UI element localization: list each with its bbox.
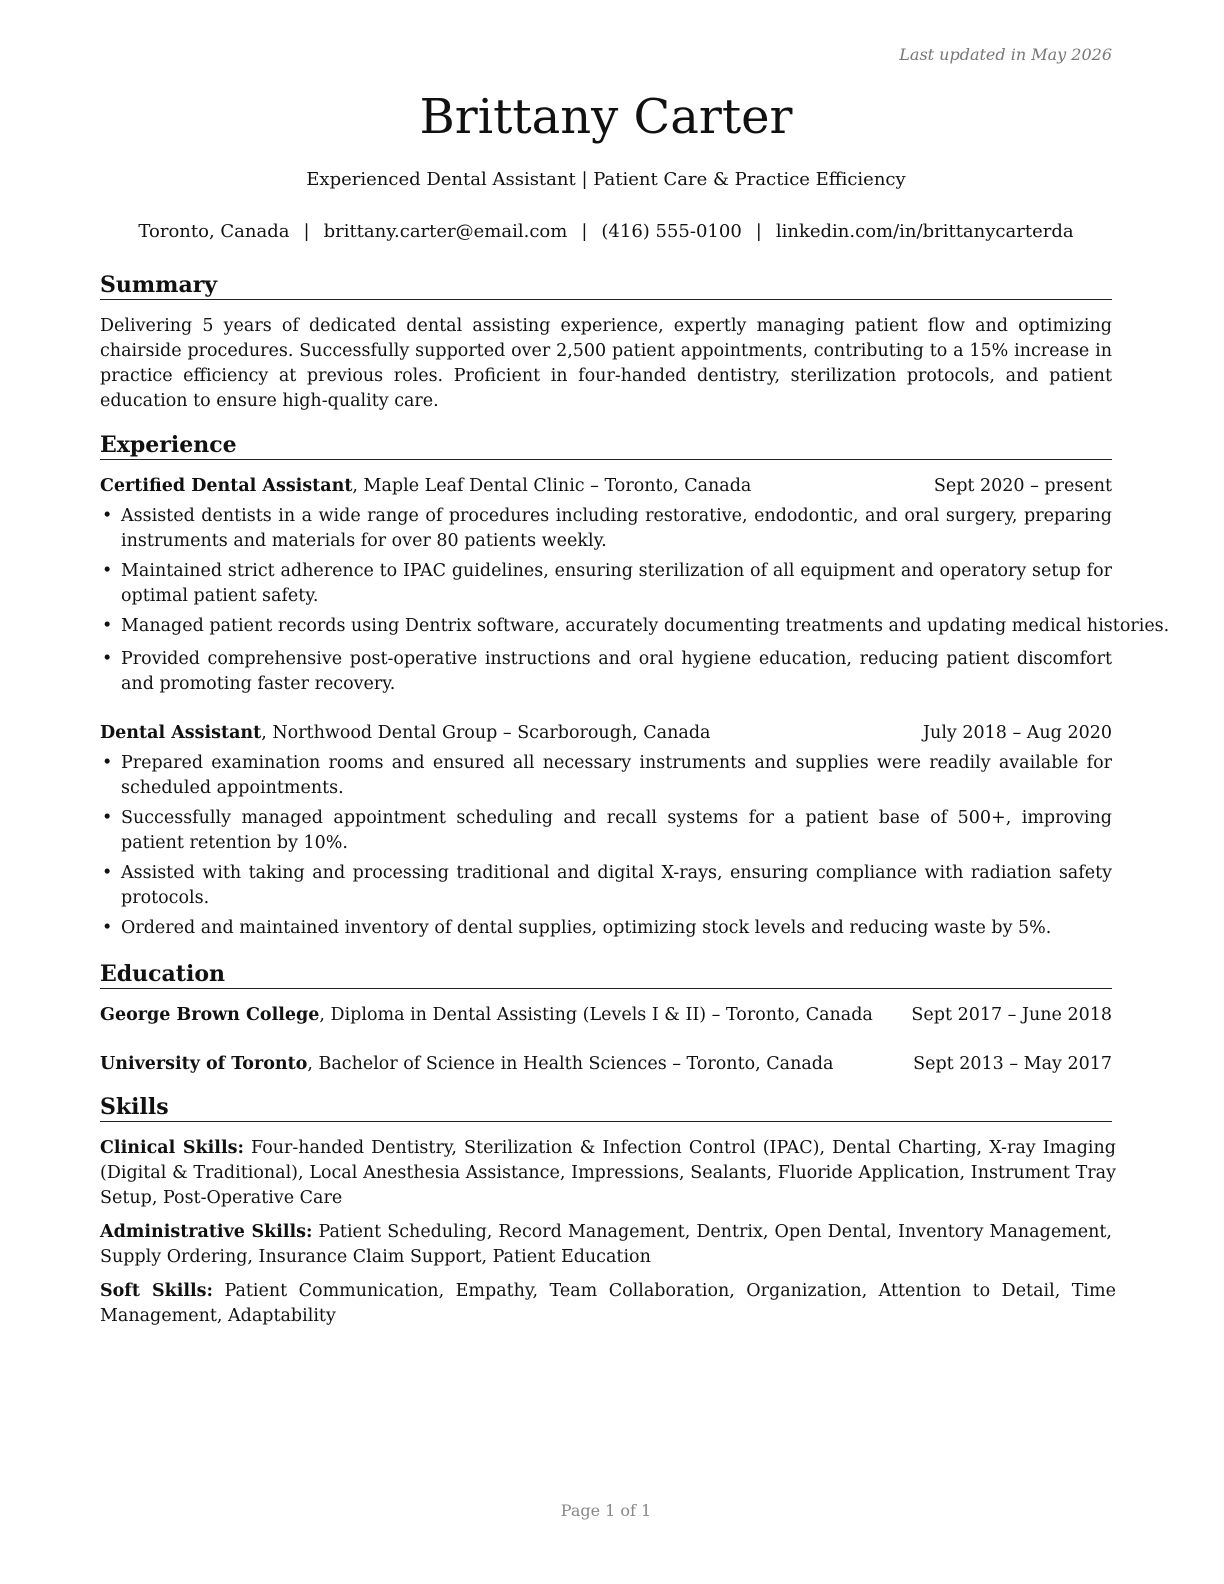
list-item: • Ordered and maintained inventory of dental supplies, optimizing stock levels and reducing waste by 5%. xyxy=(100,916,1112,941)
contact-location: Toronto, Canada xyxy=(138,221,290,242)
contact-separator: | xyxy=(755,221,762,242)
skill-label: Administrative Skills: xyxy=(100,1222,313,1242)
list-item: • Assisted with taking and processing traditional and digital X-rays, ensuring compliance with radiation safety protocols. xyxy=(102,863,1112,908)
education-dates: Sept 2017 – June 2018 xyxy=(911,1005,1112,1025)
school-name: University of Toronto xyxy=(100,1054,308,1074)
bullet-icon: • xyxy=(102,616,113,636)
section-title-experience: Experience xyxy=(100,431,1112,460)
bullet-icon: • xyxy=(102,649,113,669)
skill-text: Four-handed Dentistry, Sterilization & Infection Control (IPAC), Dental Charting, X-ray Imaging (Digital & Traditional), Local Anesthesia Assistance, Impressions, Sealants, Fluoride Application, Instrument Tray Setup, Post-Operative Care xyxy=(100,1138,1116,1208)
education-dates: Sept 2013 – May 2017 xyxy=(913,1054,1112,1074)
bullet-icon: • xyxy=(102,561,113,581)
skill-text: Patient Scheduling, Record Management, Dentrix, Open Dental, Inventory Management, Supply Ordering, Insurance Claim Support, Patient Education xyxy=(100,1222,1112,1267)
tagline: Experienced Dental Assistant | Patient Care & Practice Efficiency xyxy=(306,169,906,190)
list-item: • Managed patient records using Dentrix software, accurately documenting treatments and updating medical histories. xyxy=(100,614,1118,639)
bullet-icon: • xyxy=(102,506,113,526)
school-name: George Brown College xyxy=(100,1005,320,1025)
candidate-name: Brittany Carter xyxy=(419,89,793,145)
contact-linkedin[interactable]: linkedin.com/in/brittanycarterda xyxy=(775,221,1074,242)
job-bullets xyxy=(100,504,1170,702)
job-details: , Maple Leaf Dental Clinic – Toronto, Canada xyxy=(352,476,752,496)
section-title-education: Education xyxy=(100,960,1112,989)
summary-text: Delivering 5 years of dedicated dental assisting experience, expertly managing patient flow and optimizing chairside procedures. Successfully supported over 2,500 patient appointments, contributing to a 15% increase in practice efficiency at previous roles. Proficient in four-handed dentistry, sterilization protocols, and patient education to ensure high-quality care. xyxy=(100,316,1112,411)
skills-administrative xyxy=(100,1220,1112,1270)
list-item: • Assisted dentists in a wide range of procedures including restorative, endodontic, and oral surgery, preparing instruments and materials for over 80 patients weekly. xyxy=(102,506,1112,551)
education-entry xyxy=(100,1052,1112,1077)
bullet-icon: • xyxy=(102,753,113,773)
job-dates: July 2018 – Aug 2020 xyxy=(923,723,1112,743)
list-item: • Provided comprehensive post-operative instructions and oral hygiene education, reducing patient discomfort and promoting faster recovery. xyxy=(102,649,1112,694)
skill-text: Patient Communication, Empathy, Team Collaboration, Organization, Attention to Detail, Time Management, Adaptability xyxy=(100,1281,1116,1326)
job-role: Dental Assistant xyxy=(100,723,262,743)
skills-soft xyxy=(100,1279,1116,1329)
list-item: • Successfully managed appointment scheduling and recall systems for a patient base of 500+, improving patient retention by 10%. xyxy=(102,808,1112,853)
education-entry xyxy=(100,1003,1112,1028)
contact-separator: | xyxy=(303,221,310,242)
page-number: Page 1 of 1 xyxy=(560,1501,652,1520)
job-details: , Northwood Dental Group – Scarborough, Canada xyxy=(261,723,711,743)
job-dates: Sept 2020 – present xyxy=(933,476,1112,496)
job-header xyxy=(100,721,1112,746)
job-header xyxy=(100,474,1112,499)
contact-separator: | xyxy=(581,221,588,242)
contact-phone: (416) 555-0100 xyxy=(601,221,742,242)
contact-line xyxy=(100,220,1112,244)
bullet-icon: • xyxy=(102,808,113,828)
job-bullets xyxy=(100,751,1112,946)
last-updated: Last updated in May 2026 xyxy=(899,45,1112,64)
education-details: , Bachelor of Science in Health Sciences – Toronto, Canada xyxy=(307,1054,834,1074)
bullet-icon: • xyxy=(102,863,113,883)
skill-label: Clinical Skills: xyxy=(100,1138,244,1158)
job-role: Certified Dental Assistant xyxy=(100,476,353,496)
skill-label: Soft Skills: xyxy=(100,1281,213,1301)
list-item: • Maintained strict adherence to IPAC guidelines, ensuring sterilization of all equipment and operatory setup for optimal patient safety. xyxy=(102,561,1112,606)
education-details: , Diploma in Dental Assisting (Levels I & II) – Toronto, Canada xyxy=(319,1005,873,1025)
bullet-icon: • xyxy=(102,918,113,938)
resume-page xyxy=(100,0,1170,1584)
section-title-summary: Summary xyxy=(100,271,1112,300)
skills-clinical xyxy=(100,1136,1116,1211)
section-title-skills: Skills xyxy=(100,1093,1112,1122)
contact-email[interactable]: brittany.carter@email.com xyxy=(323,221,568,242)
list-item: • Prepared examination rooms and ensured all necessary instruments and supplies were readily available for scheduled appointments. xyxy=(102,753,1112,798)
